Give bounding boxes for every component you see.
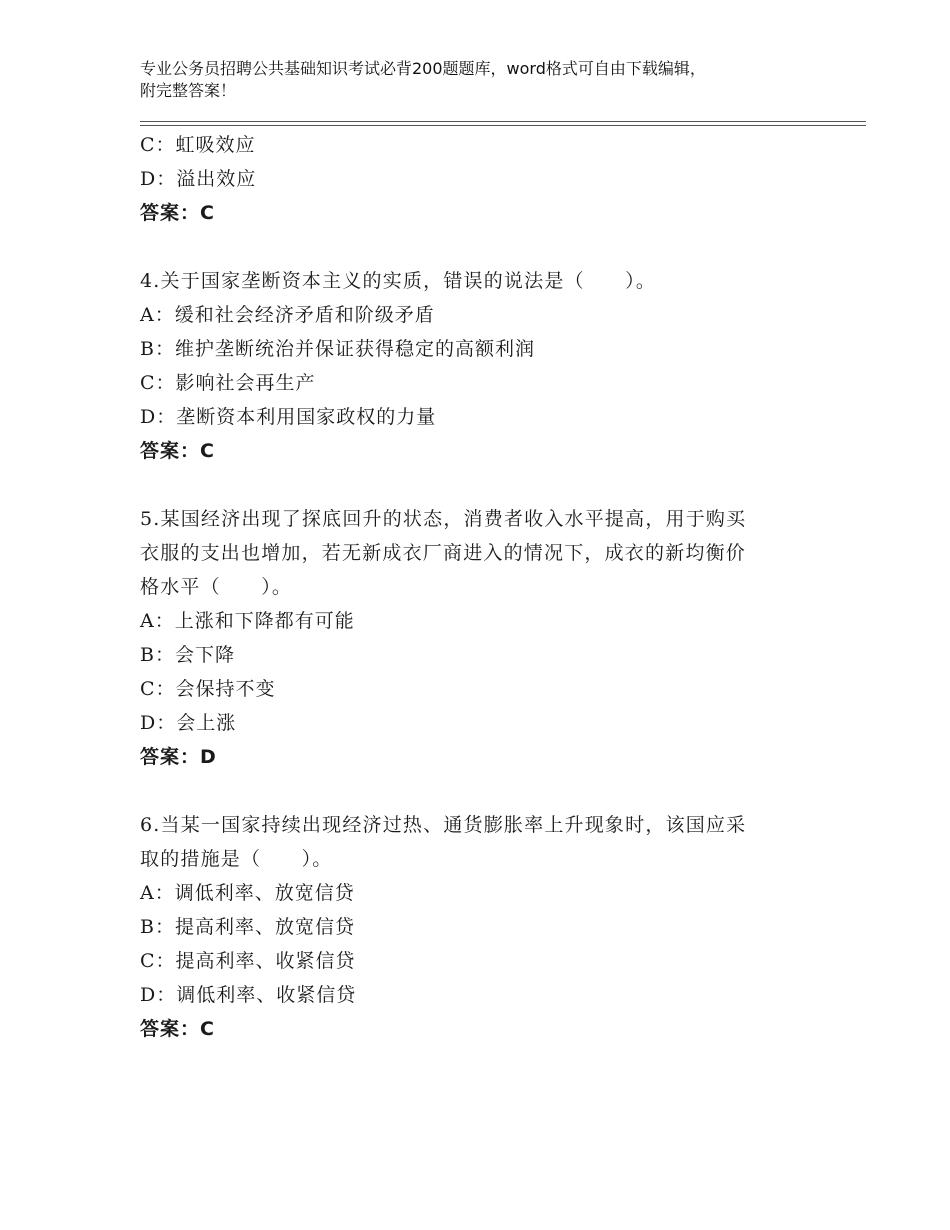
option-a: A：调低利率、放宽信贷 xyxy=(140,882,355,904)
header-line-2: 附完整答案！ xyxy=(140,81,237,100)
answer-line: 答案：C xyxy=(140,202,215,224)
question-stem: 5.某国经济出现了探底回升的状态，消费者收入水平提高，用于购买 xyxy=(140,508,747,530)
option-a: A：上涨和下降都有可能 xyxy=(140,610,355,632)
question-6 xyxy=(140,808,820,1046)
option-d: D：调低利率、收紧信贷 xyxy=(140,984,357,1006)
answer-line: 答案：C xyxy=(140,1018,215,1040)
spacer xyxy=(140,774,820,808)
carryover-block xyxy=(140,128,820,230)
question-4 xyxy=(140,264,820,468)
question-content xyxy=(140,128,820,1046)
question-stem: 4.关于国家垄断资本主义的实质，错误的说法是（ ）。 xyxy=(140,270,657,292)
header-rule-bottom xyxy=(140,125,866,126)
option-d: D：溢出效应 xyxy=(140,168,257,190)
option-b: B：提高利率、放宽信贷 xyxy=(140,916,355,938)
spacer xyxy=(140,230,820,264)
question-stem: 衣服的支出也增加，若无新成衣厂商进入的情况下，成衣的新均衡价 xyxy=(140,542,747,564)
header-rule-top xyxy=(140,121,866,122)
answer-line: 答案：C xyxy=(140,440,215,462)
option-a: A：缓和社会经济矛盾和阶级矛盾 xyxy=(140,304,435,326)
option-b: B：会下降 xyxy=(140,644,235,666)
header-line-1: 专业公务员招聘公共基础知识考试必背200题题库，word格式可自由下载编辑， xyxy=(140,59,706,78)
option-d: D：垄断资本利用国家政权的力量 xyxy=(140,406,437,428)
option-d: D：会上涨 xyxy=(140,712,237,734)
option-c: C：会保持不变 xyxy=(140,678,276,700)
question-stem: 格水平（ ）。 xyxy=(140,576,293,598)
question-stem: 取的措施是（ ）。 xyxy=(140,848,333,870)
page-header xyxy=(140,58,820,102)
question-5 xyxy=(140,502,820,774)
option-c: C：提高利率、收紧信贷 xyxy=(140,950,356,972)
spacer xyxy=(140,468,820,502)
option-b: B：维护垄断统治并保证获得稳定的高额利润 xyxy=(140,338,535,360)
question-stem: 6.当某一国家持续出现经济过热、通货膨胀率上升现象时，该国应采 xyxy=(140,814,747,836)
answer-line: 答案：D xyxy=(140,746,217,768)
option-c: C：影响社会再生产 xyxy=(140,372,316,394)
option-c: C：虹吸效应 xyxy=(140,134,256,156)
